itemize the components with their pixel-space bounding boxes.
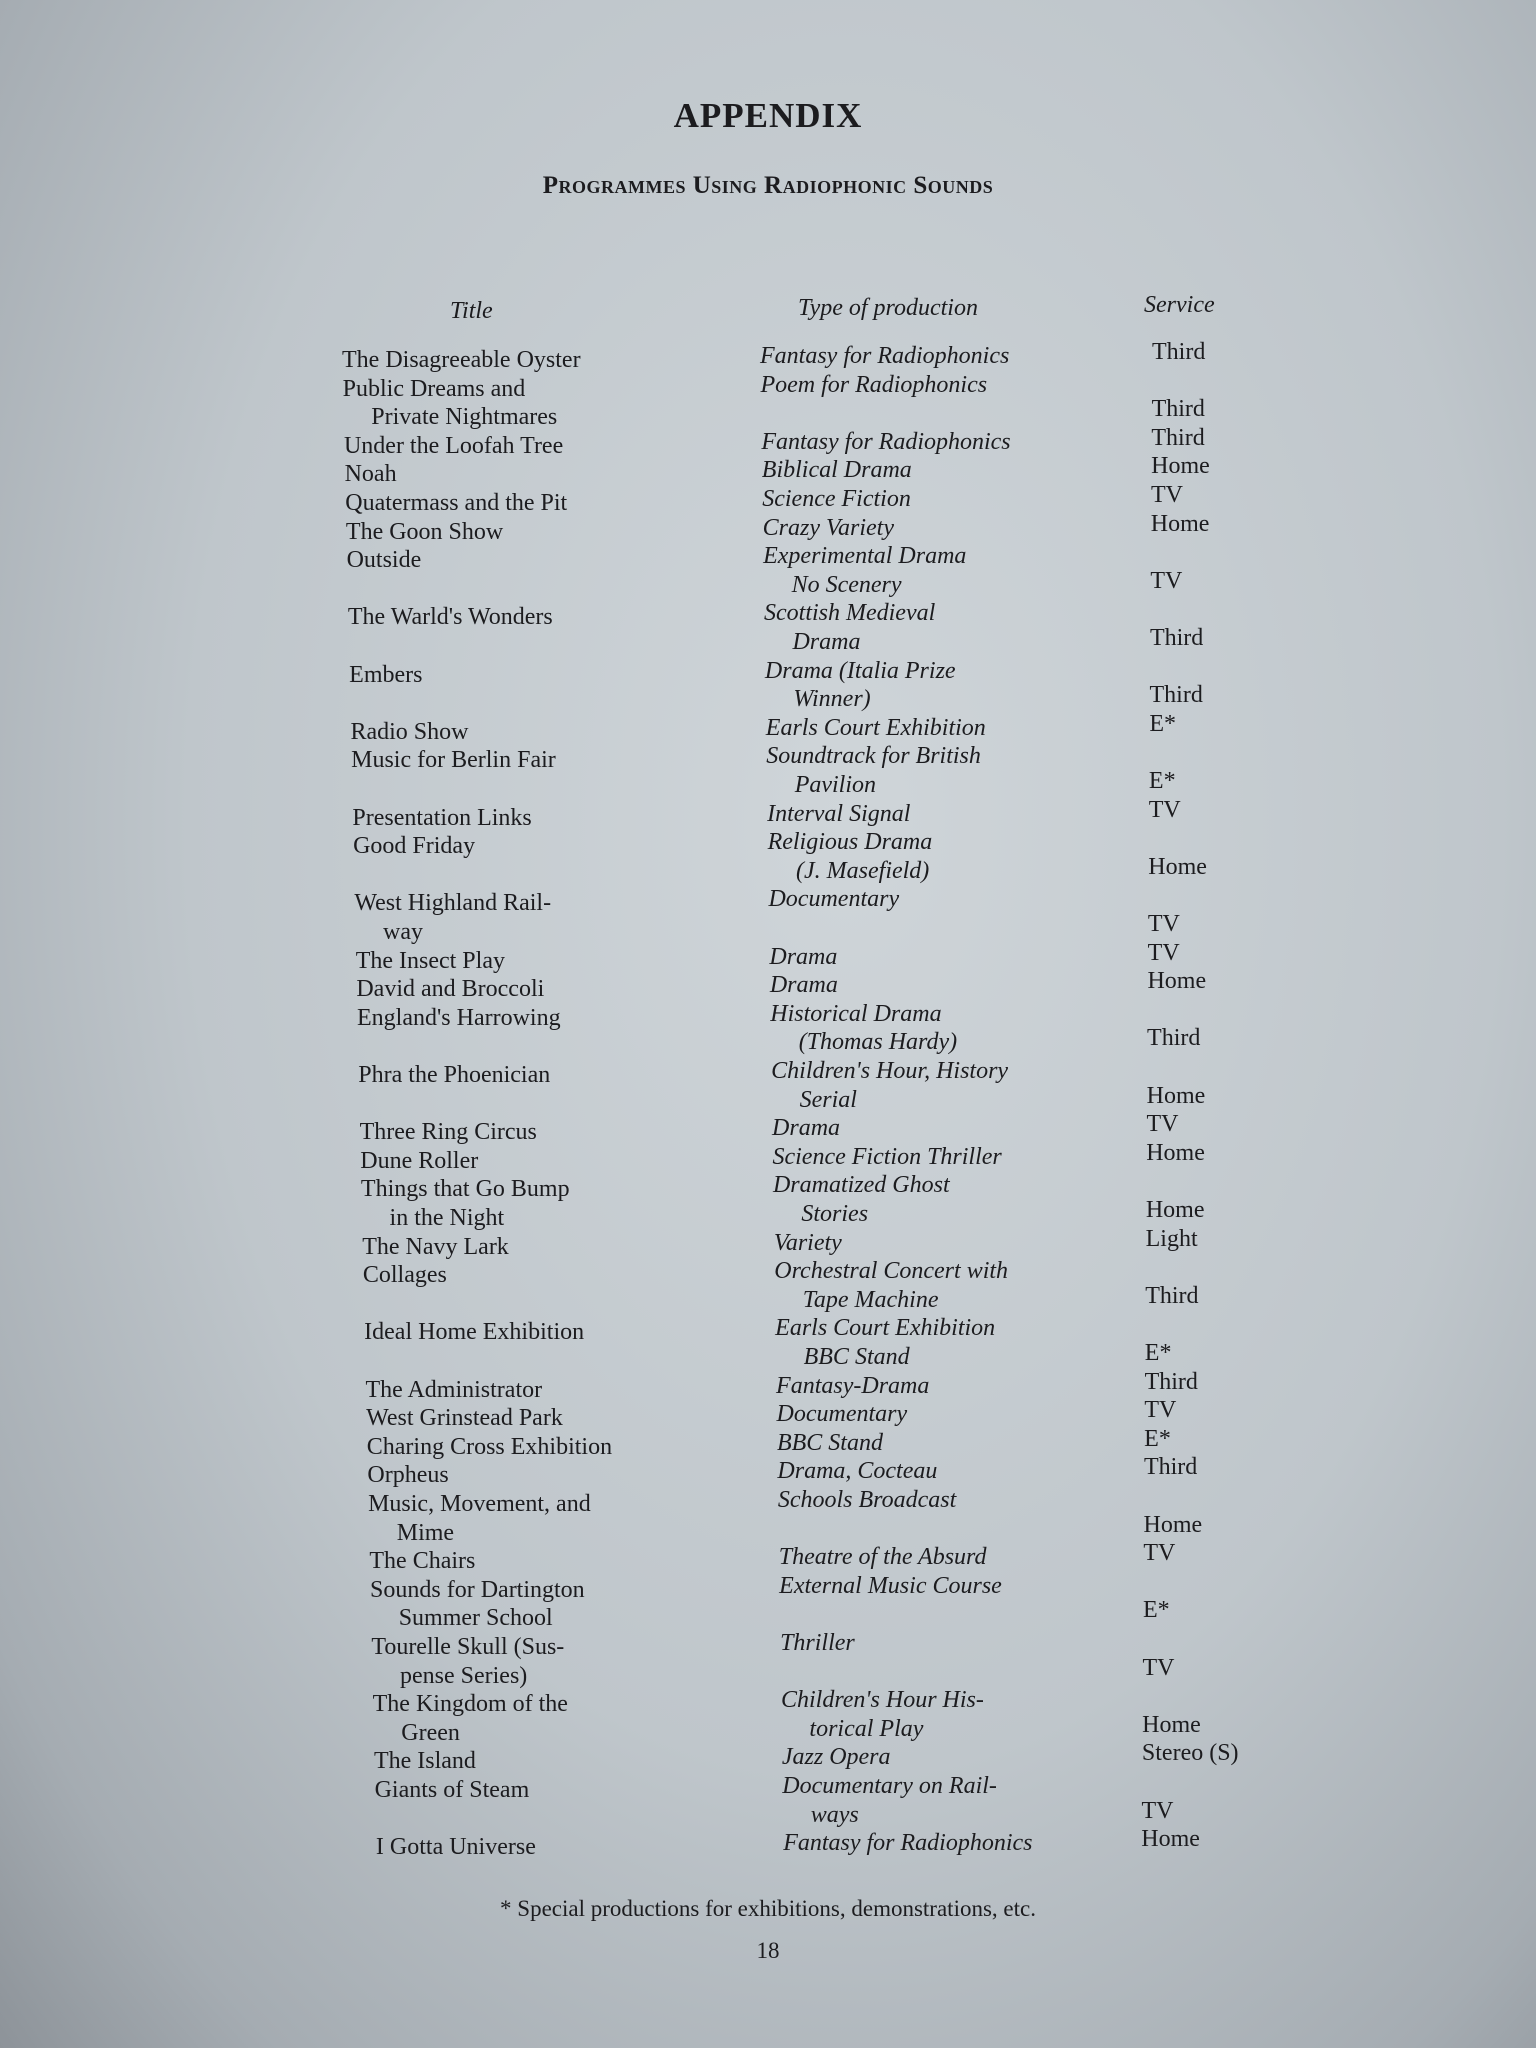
service: Home bbox=[1150, 510, 1210, 537]
service: TV bbox=[1142, 1654, 1175, 1681]
programme-title-continued: Green bbox=[401, 1719, 460, 1746]
programme-title: The Administrator bbox=[365, 1376, 543, 1403]
production-type: Science Fiction Thriller bbox=[772, 1143, 1002, 1170]
service: Third bbox=[1151, 424, 1205, 451]
production-type-continued: BBC Stand bbox=[803, 1344, 910, 1370]
service: Home bbox=[1141, 1826, 1200, 1853]
column-header-title: Title bbox=[450, 298, 493, 324]
production-type: Biblical Drama bbox=[761, 457, 912, 484]
production-type: Children's Hour, History bbox=[771, 1058, 1009, 1084]
service: Home bbox=[1143, 1511, 1203, 1538]
programme-title: West Highland Rail- bbox=[354, 890, 552, 917]
programme-title-continued: way bbox=[383, 919, 424, 945]
footnote: * Special productions for exhibitions, demonstrations, etc. bbox=[500, 1896, 1036, 1921]
production-type-continued: No Scenery bbox=[791, 571, 902, 598]
service: TV bbox=[1150, 482, 1183, 508]
service: TV bbox=[1148, 796, 1181, 823]
programme-title: Phra the Phoenician bbox=[358, 1062, 551, 1088]
service: Third bbox=[1143, 1454, 1198, 1481]
production-type: Jazz Opera bbox=[781, 1744, 891, 1771]
service: Home bbox=[1146, 1082, 1206, 1109]
service: Third bbox=[1145, 1282, 1199, 1309]
programme-title: Tourelle Skull (Sus- bbox=[371, 1634, 565, 1660]
programme-title: Quatermass and the Pit bbox=[345, 490, 568, 516]
service: E* bbox=[1149, 710, 1176, 737]
production-type: Science Fiction bbox=[762, 486, 911, 512]
production-type: Fantasy for Radiophonics bbox=[761, 428, 1011, 455]
service: Third bbox=[1147, 1025, 1201, 1052]
production-type: Fantasy for Radiophonics bbox=[760, 343, 1010, 369]
service: TV bbox=[1150, 567, 1183, 594]
page-heading: APPENDIX bbox=[673, 96, 863, 135]
programme-title: The Kingdom of the bbox=[372, 1691, 568, 1718]
production-type: Drama bbox=[772, 1115, 841, 1142]
service: Light bbox=[1145, 1225, 1198, 1252]
service: Third bbox=[1149, 682, 1203, 709]
production-type: Historical Drama bbox=[770, 1000, 942, 1027]
production-type-continued: ways bbox=[810, 1801, 859, 1828]
production-type: Experimental Drama bbox=[763, 543, 967, 570]
production-type: Drama bbox=[769, 943, 838, 970]
page-number: 18 bbox=[756, 1938, 780, 1963]
production-type: Schools Broadcast bbox=[777, 1487, 957, 1513]
production-type: Earls Court Exhibition bbox=[765, 714, 986, 741]
production-type: Documentary bbox=[776, 1401, 908, 1428]
production-type: Interval Signal bbox=[767, 800, 911, 827]
service: E* bbox=[1144, 1425, 1171, 1452]
service: Home bbox=[1148, 853, 1207, 880]
service: TV bbox=[1141, 1797, 1174, 1824]
production-type-continued: (Thomas Hardy) bbox=[798, 1029, 958, 1056]
production-type: Crazy Variety bbox=[762, 514, 894, 541]
programme-title: The Island bbox=[373, 1748, 476, 1775]
production-type: Documentary on Rail- bbox=[782, 1773, 997, 1799]
production-type: Thriller bbox=[780, 1630, 855, 1656]
programme-title: Music, Movement, and bbox=[368, 1491, 591, 1517]
programme-title: Orpheus bbox=[367, 1462, 449, 1489]
column-header-type: Type of production bbox=[798, 295, 978, 321]
service: Stereo (S) bbox=[1141, 1740, 1239, 1767]
programme-title-continued: Summer School bbox=[398, 1605, 553, 1632]
production-type: Drama bbox=[769, 972, 838, 999]
production-type-continued: Tape Machine bbox=[802, 1286, 939, 1313]
production-type: Drama (Italia Prize bbox=[764, 657, 956, 684]
service: TV bbox=[1147, 939, 1180, 966]
service: TV bbox=[1144, 1397, 1177, 1424]
programme-title: The Disagreeable Oyster bbox=[342, 347, 581, 373]
production-type: Orchestral Concert with bbox=[774, 1258, 1009, 1285]
service: E* bbox=[1142, 1597, 1170, 1624]
production-type: Documentary bbox=[768, 886, 900, 913]
production-type: Earls Court Exhibition bbox=[775, 1315, 996, 1342]
service: TV bbox=[1147, 911, 1180, 937]
service: Home bbox=[1146, 1139, 1205, 1166]
programme-title: West Grinstead Park bbox=[366, 1405, 563, 1432]
programme-title: Charing Cross Exhibition bbox=[366, 1433, 613, 1460]
programme-title: The Goon Show bbox=[345, 518, 504, 545]
service: TV bbox=[1143, 1540, 1176, 1567]
production-type: Children's Hour His- bbox=[780, 1687, 984, 1714]
production-type-continued: Pavilion bbox=[794, 772, 877, 798]
programme-title: Ideal Home Exhibition bbox=[364, 1319, 585, 1346]
programme-title: England's Harrowing bbox=[356, 1004, 561, 1031]
programme-title: I Gotta Universe bbox=[375, 1834, 536, 1861]
production-type: Scottish Medieval bbox=[764, 600, 936, 627]
production-type: Dramatized Ghost bbox=[772, 1172, 950, 1199]
programme-title: Things that Go Bump bbox=[360, 1176, 570, 1203]
service: Third bbox=[1144, 1368, 1198, 1395]
programme-title-continued: Private Nightmares bbox=[371, 404, 558, 431]
production-type-continued: Serial bbox=[799, 1086, 857, 1113]
page-subheading: Programmes Using Radiophonic Sounds bbox=[542, 172, 994, 199]
programme-title: The Navy Lark bbox=[362, 1233, 509, 1260]
programme-title: The Insect Play bbox=[355, 947, 505, 974]
production-type-continued: Drama bbox=[792, 629, 861, 655]
production-type: Fantasy-Drama bbox=[776, 1372, 930, 1399]
programme-title: The Chairs bbox=[369, 1548, 476, 1575]
programme-title: Music for Berlin Fair bbox=[351, 747, 556, 774]
production-type-continued: Winner) bbox=[793, 686, 871, 713]
service: E* bbox=[1148, 768, 1176, 794]
column-header-service: Service bbox=[1144, 292, 1215, 318]
production-type: Religious Drama bbox=[767, 829, 933, 856]
service: TV bbox=[1146, 1111, 1179, 1138]
programme-title-continued: in the Night bbox=[389, 1205, 505, 1231]
service: Home bbox=[1147, 968, 1207, 995]
service: Third bbox=[1152, 339, 1206, 365]
programme-title: Sounds for Dartington bbox=[370, 1576, 585, 1603]
service: Home bbox=[1145, 1197, 1205, 1223]
production-type: BBC Stand bbox=[776, 1429, 883, 1456]
programme-title: Good Friday bbox=[353, 833, 476, 860]
service: Third bbox=[1151, 396, 1205, 423]
production-type-continued: Stories bbox=[801, 1201, 869, 1227]
production-type: Fantasy for Radiophonics bbox=[783, 1830, 1033, 1857]
programme-title: David and Broccoli bbox=[356, 976, 545, 1003]
production-type: Poem for Radiophonics bbox=[760, 371, 988, 398]
production-type: Soundtrack for British bbox=[766, 743, 981, 770]
programme-title: Collages bbox=[362, 1262, 447, 1289]
programme-title: Noah bbox=[344, 461, 397, 488]
programme-title: The Warld's Wonders bbox=[347, 604, 553, 631]
programme-title: Presentation Links bbox=[352, 804, 532, 831]
production-type: Theatre of the Absurd bbox=[778, 1544, 987, 1571]
programme-title-continued: Mime bbox=[396, 1519, 455, 1546]
programme-title: Outside bbox=[346, 547, 422, 574]
programme-title: Embers bbox=[349, 661, 423, 688]
programme-title: Giants of Steam bbox=[374, 1777, 530, 1803]
programme-title: Under the Loofah Tree bbox=[343, 432, 564, 459]
programme-title: Public Dreams and bbox=[342, 375, 526, 402]
service: Home bbox=[1151, 453, 1210, 480]
programme-title-continued: pense Series) bbox=[399, 1662, 528, 1689]
production-type: External Music Course bbox=[779, 1572, 1002, 1599]
production-type: Variety bbox=[773, 1229, 842, 1256]
production-type-continued: torical Play bbox=[809, 1715, 924, 1742]
programme-title: Three Ring Circus bbox=[359, 1119, 537, 1146]
programme-title: Radio Show bbox=[350, 718, 469, 745]
service: Home bbox=[1142, 1711, 1201, 1738]
production-type-continued: (J. Masefield) bbox=[796, 857, 930, 884]
service: E* bbox=[1144, 1340, 1172, 1366]
production-type: Drama, Cocteau bbox=[777, 1458, 938, 1485]
service: Third bbox=[1149, 625, 1204, 651]
programme-title: Dune Roller bbox=[360, 1147, 479, 1174]
